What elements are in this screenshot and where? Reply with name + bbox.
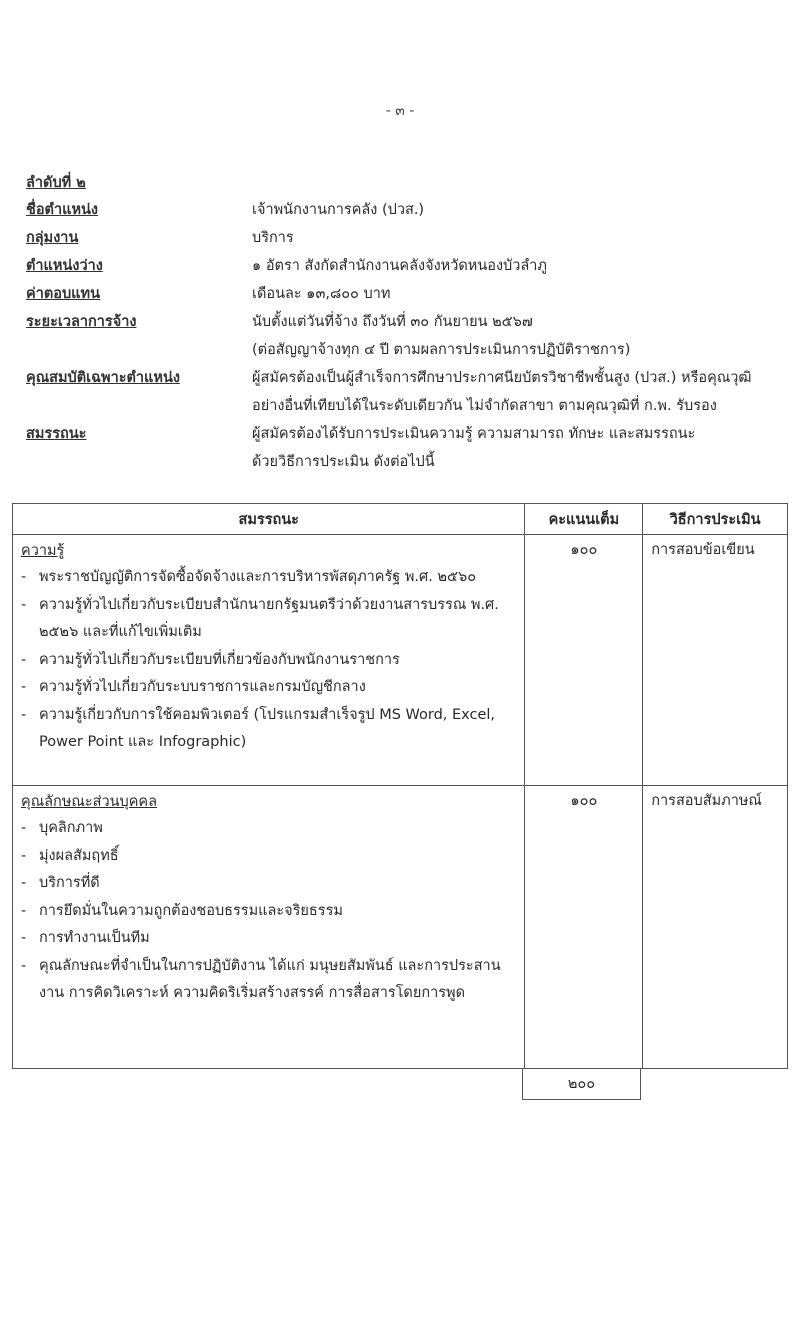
list-item: - บุคลิกภาพ bbox=[21, 815, 516, 843]
competency-items bbox=[21, 815, 516, 1008]
competency-title: คุณลักษณะส่วนบุคคล bbox=[21, 794, 158, 810]
table-row bbox=[13, 535, 788, 786]
competency-items bbox=[21, 564, 516, 757]
field-value: ด้วยวิธีการประเมิน ดังต่อไปนี้ bbox=[252, 454, 435, 470]
section-heading: ลำดับที่ ๒ bbox=[26, 175, 86, 191]
method-cell: การสอบข้อเขียน bbox=[643, 535, 788, 786]
list-item: - มุ่งผลสัมฤทธิ์ bbox=[21, 843, 516, 871]
position-info bbox=[26, 170, 796, 476]
field-value: อย่างอื่นที่เทียบได้ในระดับเดียวกัน ไม่จำกัดสาขา ตามคุณวุฒิที่ ก.พ. รับรอง bbox=[252, 398, 717, 414]
list-item: - คุณลักษณะที่จำเป็นในการปฏิบัติงาน ได้แก่ มนุษยสัมพันธ์ และการประสานงาน การคิดวิเคราะห์ ความคิดริเริ่มสร้างสรรค์ การสื่อสารโดยการพูด bbox=[21, 953, 516, 1008]
field-value: ผู้สมัครต้องได้รับการประเมินความรู้ ความสามารถ ทักษะ และสมรรถนะ bbox=[252, 426, 696, 442]
field-position-name bbox=[26, 196, 796, 224]
field-value: นับตั้งแต่วันที่จ้าง ถึงวันที่ ๓๐ กันยายน ๒๕๖๗ bbox=[252, 314, 533, 330]
header-method: วิธีการประเมิน bbox=[643, 504, 788, 535]
list-item: - ความรู้เกี่ยวกับการใช้คอมพิวเตอร์ (โปรแกรมสำเร็จรูป MS Word, Excel, Power Point และ Infographic) bbox=[21, 702, 516, 757]
field-value: ๑ อัตรา สังกัดสำนักงานคลังจังหวัดหนองบัวลำภู bbox=[252, 258, 547, 274]
score-cell: ๑๐๐ bbox=[525, 535, 643, 786]
field-competency bbox=[26, 420, 796, 476]
field-value: (ต่อสัญญาจ้างทุก ๔ ปี ตามผลการประเมินการปฏิบัติราชการ) bbox=[252, 342, 631, 358]
table-header-row bbox=[13, 504, 788, 535]
method-cell: การสอบสัมภาษณ์ bbox=[643, 786, 788, 1069]
table-row bbox=[13, 786, 788, 1069]
field-label: ค่าตอบแทน bbox=[26, 286, 100, 302]
list-item: - ความรู้ทั่วไปเกี่ยวกับระเบียบสำนักนายกรัฐมนตรีว่าด้วยงานสารบรรณ พ.ศ. ๒๕๒๖ และที่แก้ไขเพิ่มเติม bbox=[21, 592, 516, 647]
score-cell: ๑๐๐ bbox=[525, 786, 643, 1069]
list-item: - การยึดมั่นในความถูกต้องชอบธรรมและจริยธรรม bbox=[21, 898, 516, 926]
field-label: ตำแหน่งว่าง bbox=[26, 258, 103, 274]
list-item: - การทำงานเป็นทีม bbox=[21, 925, 516, 953]
field-label: ระยะเวลาการจ้าง bbox=[26, 314, 137, 330]
field-value: บริการ bbox=[252, 230, 294, 246]
page-number: - ๓ - bbox=[385, 103, 415, 119]
field-value: ผู้สมัครต้องเป็นผู้สำเร็จการศึกษาประกาศนียบัตรวิชาชีพชั้นสูง (ปวส.) หรือคุณวุฒิ bbox=[252, 370, 752, 386]
field-vacancy bbox=[26, 252, 796, 280]
header-competency: สมรรถนะ bbox=[13, 504, 525, 535]
field-employment-period bbox=[26, 308, 796, 364]
list-item: - บริการที่ดี bbox=[21, 870, 516, 898]
field-label: ชื่อตำแหน่ง bbox=[26, 202, 99, 218]
competency-table bbox=[12, 503, 788, 1069]
field-value: เดือนละ ๑๓,๘๐๐ บาท bbox=[252, 286, 391, 302]
field-value: เจ้าพนักงานการคลัง (ปวส.) bbox=[252, 202, 425, 218]
list-item: - ความรู้ทั่วไปเกี่ยวกับระเบียบที่เกี่ยวข้องกับพนักงานราชการ bbox=[21, 647, 516, 675]
field-compensation bbox=[26, 280, 796, 308]
field-work-group bbox=[26, 224, 796, 252]
list-item: - พระราชบัญญัติการจัดซื้อจัดจ้างและการบริหารพัสดุภาครัฐ พ.ศ. ๒๕๖๐ bbox=[21, 564, 516, 592]
competency-cell bbox=[13, 786, 525, 1069]
list-item: - ความรู้ทั่วไปเกี่ยวกับระบบราชการและกรมบัญชีกลาง bbox=[21, 674, 516, 702]
competency-title: ความรู้ bbox=[21, 543, 65, 559]
competency-cell bbox=[13, 535, 525, 786]
field-qualifications bbox=[26, 364, 796, 420]
field-label: สมรรถนะ bbox=[26, 426, 87, 442]
field-label: คุณสมบัติเฉพาะตำแหน่ง bbox=[26, 370, 180, 386]
field-label: กลุ่มงาน bbox=[26, 230, 79, 246]
total-score: ๒๐๐ bbox=[522, 1068, 641, 1100]
header-full-score: คะแนนเต็ม bbox=[525, 504, 643, 535]
